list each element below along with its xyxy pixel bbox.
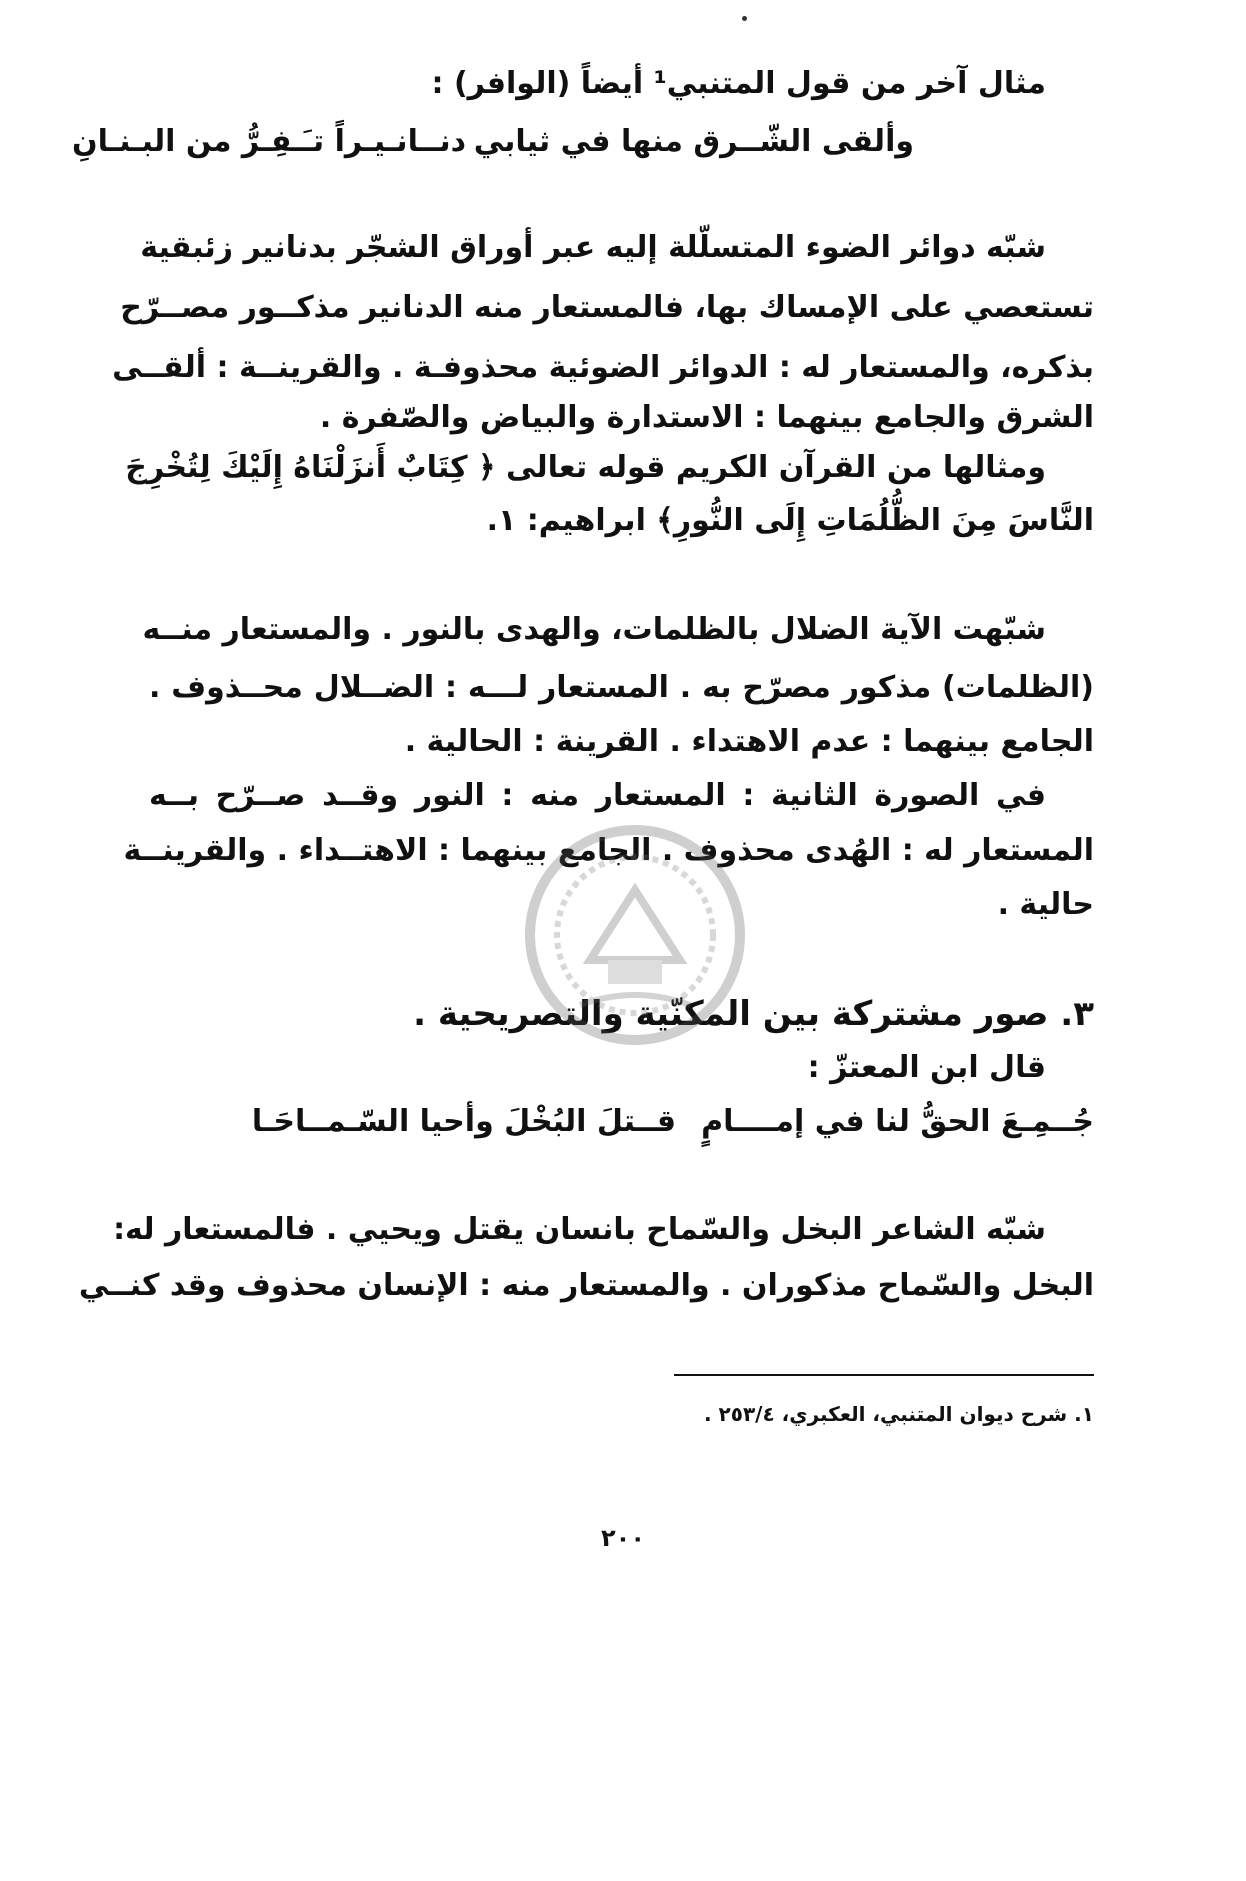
verse-1-second-hemistich: دنــانـيـراً تـَـفِـرُّ من البـنـانِ [72, 124, 466, 159]
library-seal-icon [520, 820, 750, 1050]
paragraph-line: (الظلمات) مذكور مصرّح به . المستعار لـــه : الضــلال محــذوف . [149, 670, 1094, 705]
poet-intro-line: قال ابن المعتزّ : [807, 1050, 1046, 1085]
paragraph-line: الشرق والجامع بينهما : الاستدارة والبياض والصّفرة . [319, 400, 1094, 435]
scan-speck [742, 16, 747, 21]
footnote: ١. شرح ديوان المتنبي، العكبري، ٢٥٣/٤ . [703, 1402, 1094, 1426]
paragraph-line: شبّه الشاعر البخل والسّماح بانسان يقتل ويحيي . فالمستعار له: [113, 1212, 1046, 1247]
paragraph-line: المستعار له : الهُدى محذوف . الجامع بينهما : الاهتــداء . والقرينــة [123, 833, 1094, 868]
verse-2-first-hemistich: جُــمِـعَ الحقُّ لنا في إمــــامٍ [701, 1104, 1094, 1139]
paragraph-line: بذكره، والمستعار له : الدوائر الضوئية محذوفـة . والقرينــة : ألقــى [112, 350, 1094, 385]
section-heading: ٣. صور مشتركة بين المكنّية والتصريحية . [413, 994, 1094, 1034]
page-number: ٢٠٠ [601, 1524, 645, 1552]
paragraph-line: البخل والسّماح مذكوران . والمستعار منه : الإنسان محذوف وقد كنــي [78, 1268, 1094, 1303]
paragraph-line: الجامع بينهما : عدم الاهتداء . القرينة : الحالية . [404, 724, 1094, 759]
paragraph-line: ومثالها من القرآن الكريم قوله تعالى ﴿ كِتَابٌ أَنزَلْنَاهُ إِلَيْكَ لِتُخْرِجَ [125, 450, 1046, 485]
intro-line: مثال آخر من قول المتنبي¹ أيضاً (الوافر) : [431, 66, 1046, 101]
paragraph-line: تستعصي على الإمساك بها، فالمستعار منه الدنانير مذكــور مصــرّح [120, 290, 1094, 325]
paragraph-line: حالية . [997, 887, 1094, 922]
verse-2-second-hemistich: قــتلَ البُخْلَ وأحيا السّـمــاحَـا [251, 1104, 676, 1139]
paragraph-line: شبّه دوائر الضوء المتسلّلة إليه عبر أوراق الشجّر بدنانير زئبقية [140, 230, 1046, 265]
verse-1-first-hemistich: وألقى الشّــرق منها في ثيابي [473, 124, 914, 159]
paragraph-line: النَّاسَ مِنَ الظُّلُمَاتِ إِلَى النُّورِ﴾ ابراهيم: ١. [486, 503, 1094, 538]
paragraph-line: شبّهت الآية الضلال بالظلمات، والهدى بالنور . والمستعار منــه [142, 612, 1046, 647]
paragraph-line: في الصورة الثانية : المستعار منه : النور وقــد صــرّح بــه [149, 778, 1046, 813]
footnote-separator [674, 1374, 1094, 1376]
